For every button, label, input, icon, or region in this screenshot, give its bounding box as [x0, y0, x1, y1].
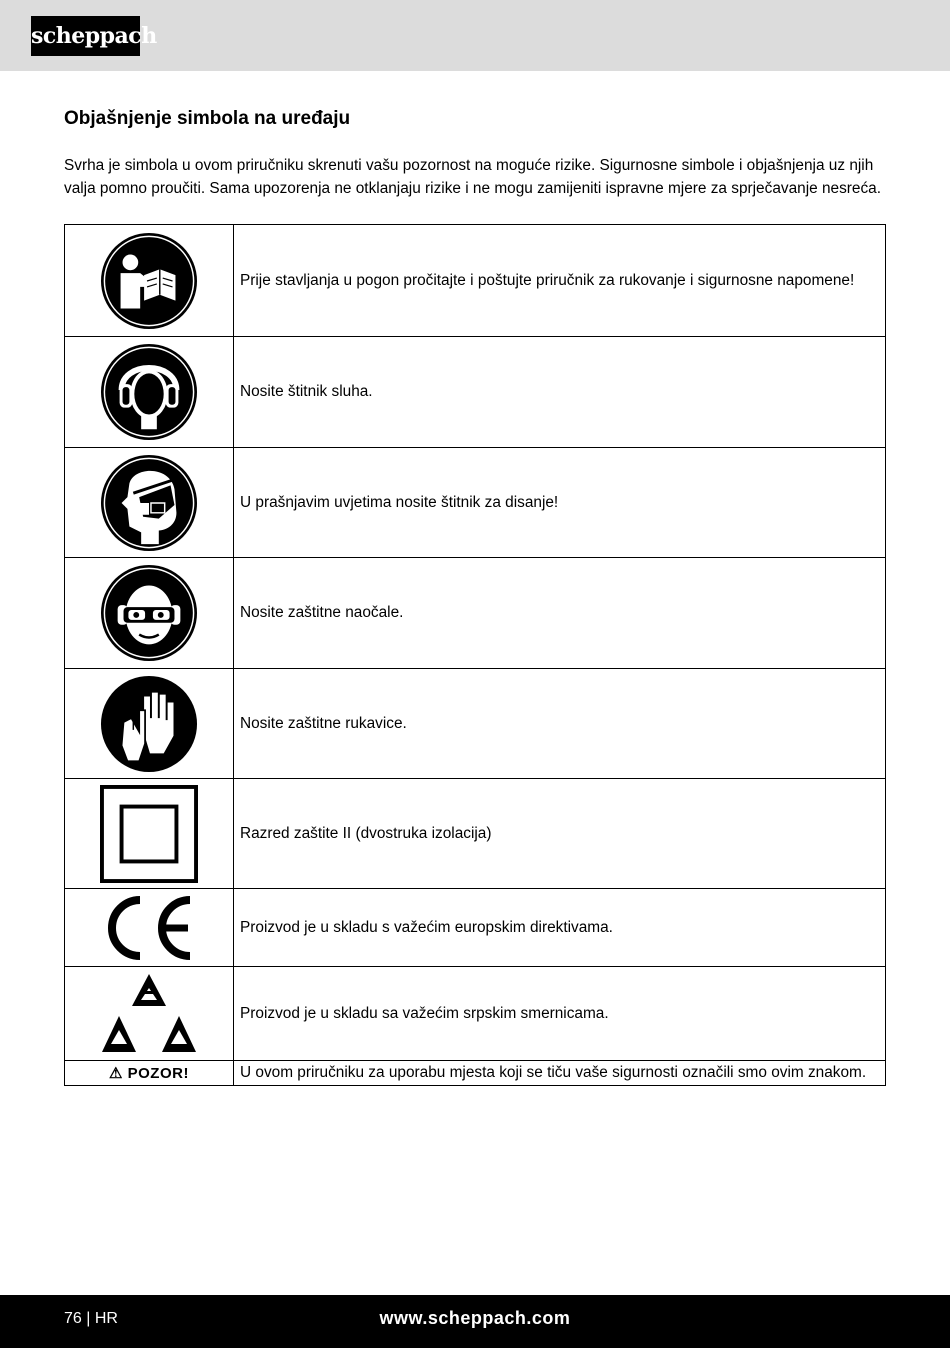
read-manual-icon	[65, 232, 233, 330]
symbol-description: U prašnjavim uvjetima nosite štitnik za disanje!	[234, 448, 886, 558]
symbol-row	[65, 225, 886, 337]
page-number: 76 | HR	[64, 1310, 118, 1327]
symbol-description: Proizvod je u skladu s važećim europskim direktivama.	[234, 889, 886, 967]
respirator-icon	[65, 454, 233, 552]
symbol-row	[65, 967, 886, 1061]
page-title: Objašnjenje simbola na uređaju	[64, 108, 351, 129]
serbian-conformity-icon	[65, 972, 233, 1056]
scheppach-logo: scheppach	[31, 16, 140, 56]
symbol-description: Proizvod je u skladu sa važećim srpskim smernicama.	[234, 967, 886, 1061]
page-header	[0, 0, 950, 71]
protection-class-ii-icon	[65, 785, 233, 883]
warning-row	[65, 1061, 886, 1086]
safety-goggles-icon	[65, 564, 233, 662]
protective-gloves-icon	[65, 675, 233, 773]
symbol-description: Nosite zaštitne rukavice.	[234, 669, 886, 779]
hearing-protection-icon	[65, 343, 233, 441]
ce-mark-icon	[65, 894, 233, 962]
symbol-description: Prije stavljanja u pogon pročitajte i poštujte priručnik za rukovanje i sigurnosne napomene!	[234, 225, 886, 337]
symbol-description: Nosite štitnik sluha.	[234, 337, 886, 448]
symbol-row	[65, 669, 886, 779]
website-url: www.scheppach.com	[379, 1308, 571, 1328]
symbol-row	[65, 558, 886, 669]
symbol-row	[65, 779, 886, 889]
symbol-description: Nosite zaštitne naočale.	[234, 558, 886, 669]
symbol-row	[65, 889, 886, 967]
symbol-row	[65, 448, 886, 558]
symbol-description: Razred zaštite II (dvostruka izolacija)	[234, 779, 886, 889]
warning-description: U ovom priručniku za uporabu mjesta koji se tiču vaše sigurnosti označili smo ovim znakom.	[234, 1061, 886, 1086]
symbol-row	[65, 337, 886, 448]
warning-label: ⚠ POZOR!	[65, 1061, 234, 1086]
symbols-table	[64, 224, 886, 1086]
intro-paragraph: Svrha je simbola u ovom priručniku skrenuti vašu pozornost na moguće rizike. Sigurnosne simbole i objašnjenja uz njih valja pomno proučiti. Sama upozorenja ne otklanjaju rizike i ne mogu zamijeniti ispravne mjere za sprječavanje nesreća.	[64, 157, 881, 197]
